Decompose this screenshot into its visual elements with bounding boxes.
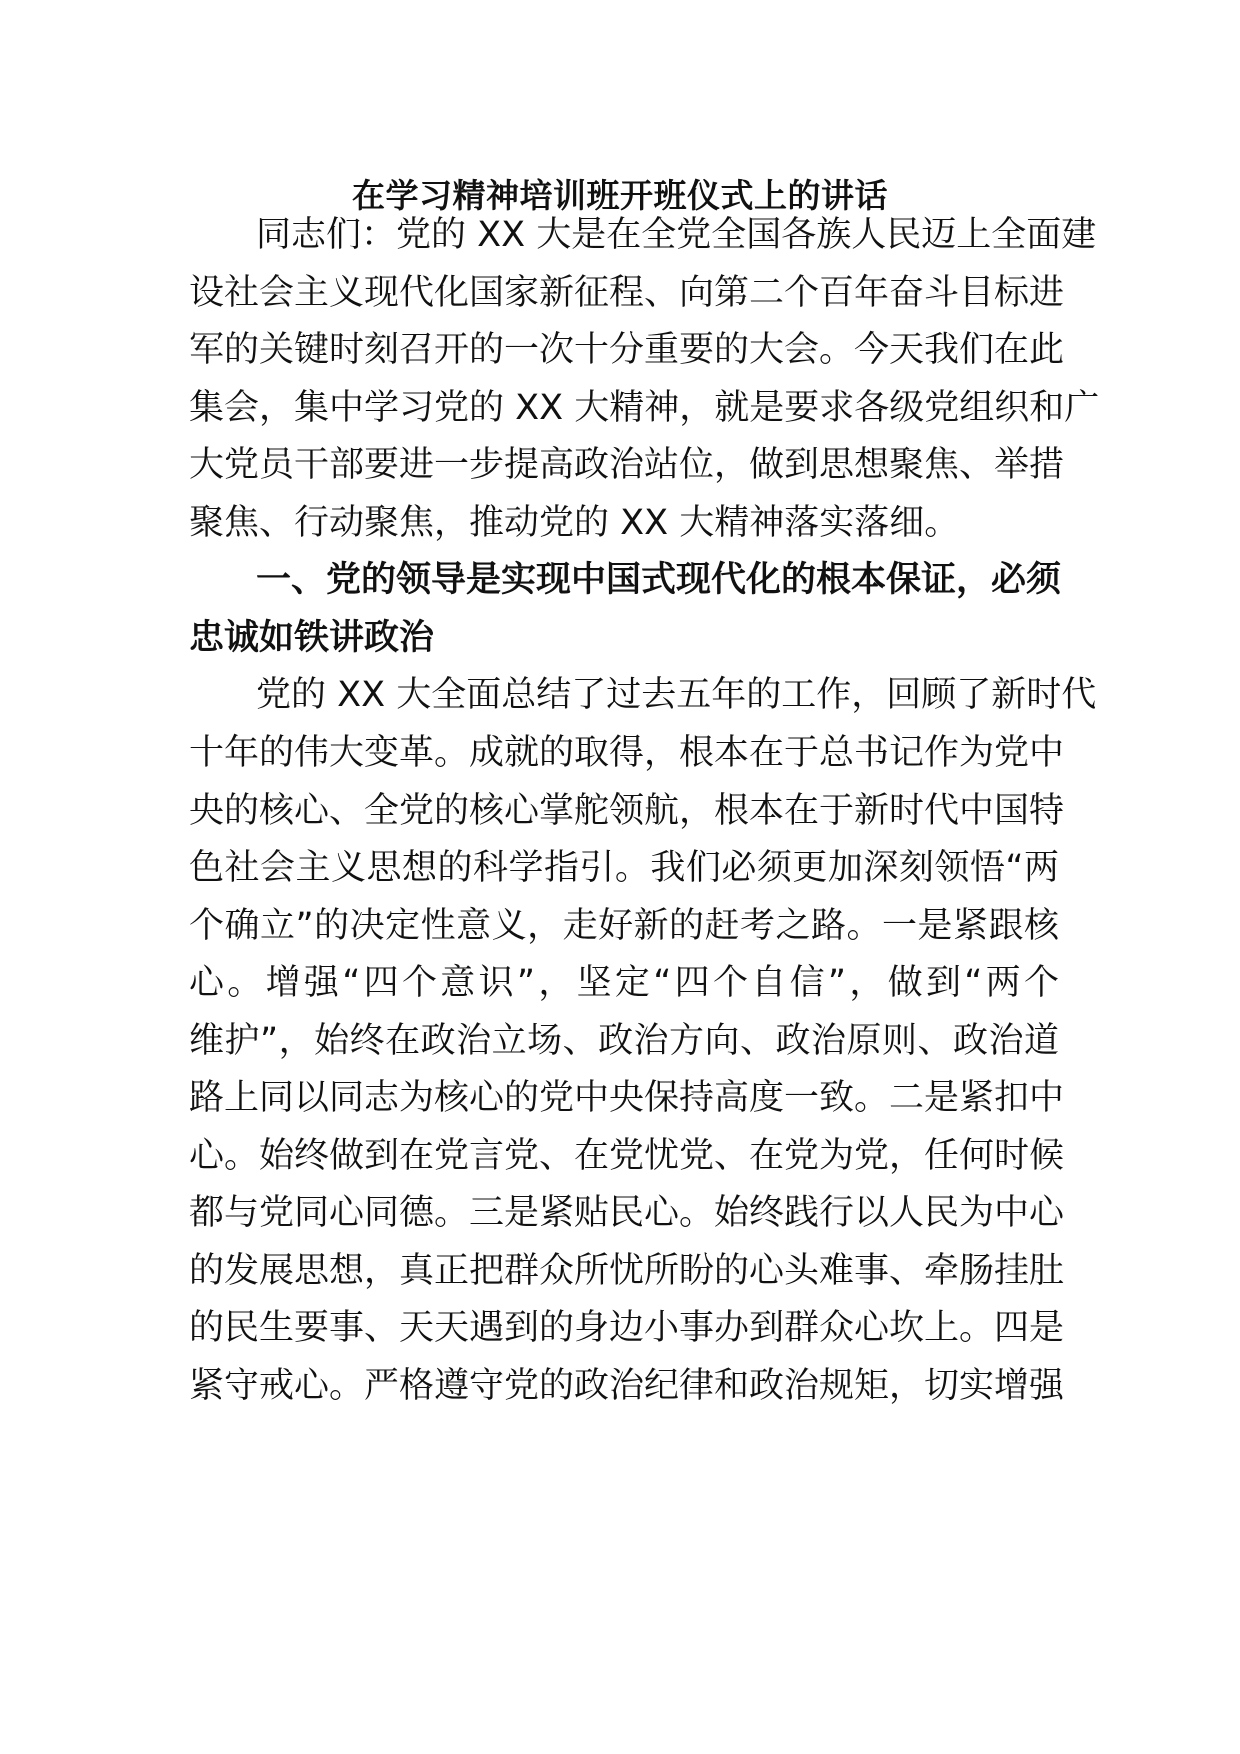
- body-line: 路上同以同志为核心的党中央保持高度一致。二是紧扣中: [189, 1078, 1065, 1118]
- intro-line: 同志们：党的 XX 大是在全党全国各族人民迈上全面建: [256, 215, 1097, 255]
- intro-line: 聚焦、行动聚焦，推动党的 XX 大精神落实落细。: [189, 503, 960, 543]
- body-line: 色社会主义思想的科学指引。我们必须更加深刻领悟“两: [189, 848, 1059, 888]
- body-line: 十年的伟大变革。成就的取得，根本在于总书记作为党中: [189, 733, 1065, 773]
- body-line: 都与党同心同德。三是紧贴民心。始终践行以人民为中心: [189, 1193, 1065, 1233]
- body-line: 个确立”的决定性意义，走好新的赶考之路。一是紧跟核: [189, 906, 1059, 946]
- body-line: 紧守戒心。严格遵守党的政治纪律和政治规矩，切实增强: [189, 1366, 1065, 1406]
- intro-line: 大党员干部要进一步提高政治站位，做到思想聚焦、举措: [189, 445, 1065, 485]
- body-line: 的发展思想，真正把群众所忧所盼的心头难事、牵肠挂肚: [189, 1251, 1065, 1291]
- intro-line: 集会，集中学习党的 XX 大精神，就是要求各级党组织和广: [189, 388, 1100, 428]
- body-line: 党的 XX 大全面总结了过去五年的工作，回顾了新时代: [256, 675, 1097, 715]
- body-line: 央的核心、全党的核心掌舵领航，根本在于新时代中国特: [189, 791, 1065, 831]
- body-line: 心。增强“四个意识”，坚定“四个自信”，做到“两个: [189, 963, 1059, 1003]
- section-heading-line: 一、党的领导是实现中国式现代化的根本保证，必须: [256, 560, 1062, 600]
- body-line: 的民生要事、天天遇到的身边小事办到群众心坎上。四是: [189, 1308, 1065, 1348]
- intro-line: 设社会主义现代化国家新征程、向第二个百年奋斗目标进: [189, 273, 1065, 313]
- document-title: 在学习精神培训班开班仪式上的讲话: [352, 176, 888, 215]
- intro-line: 军的关键时刻召开的一次十分重要的大会。今天我们在此: [189, 330, 1065, 370]
- section-heading-line: 忠诚如铁讲政治: [189, 618, 435, 658]
- body-line: 维护”，始终在政治立场、政治方向、政治原则、政治道: [189, 1021, 1059, 1061]
- body-line: 心。始终做到在党言党、在党忧党、在党为党，任何时候: [189, 1136, 1065, 1176]
